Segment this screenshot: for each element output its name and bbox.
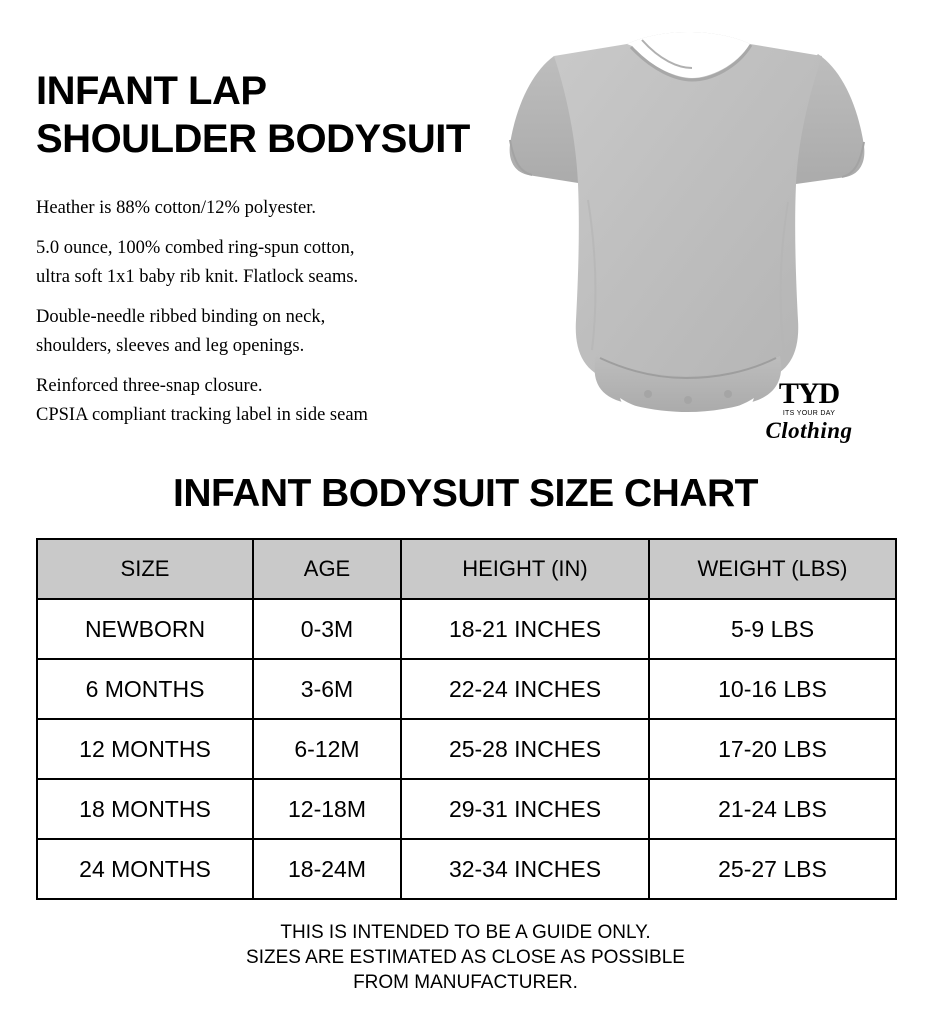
brand-tagline: ITS YOUR DAY: [782, 410, 836, 417]
product-description: [36, 196, 486, 443]
column-header-size: SIZE: [37, 539, 253, 599]
size-chart-heading: INFANT BODYSUIT SIZE CHART: [172, 472, 758, 515]
size-chart-table: [36, 538, 897, 900]
cell-age: 12-18M: [253, 779, 401, 839]
table-row: [37, 839, 896, 899]
product-info-section: [0, 0, 931, 468]
cell-weight: 17-20 LBS: [649, 719, 896, 779]
brand-mark: TYD: [778, 377, 840, 410]
cell-age: 6-12M: [253, 719, 401, 779]
description-paragraph-5: shoulders, sleeves and leg openings.: [36, 336, 305, 356]
cell-height: 25-28 INCHES: [401, 719, 649, 779]
description-paragraph-4: Double-needle ribbed binding on neck,: [36, 307, 326, 327]
cell-height: 22-24 INCHES: [401, 659, 649, 719]
column-header-height: HEIGHT (IN): [401, 539, 649, 599]
brand-logo: [754, 379, 864, 442]
disclaimer: [0, 920, 931, 995]
product-image: [492, 20, 892, 460]
cell-height: 18-21 INCHES: [401, 599, 649, 659]
cell-age: 0-3M: [253, 599, 401, 659]
description-paragraph-1: Heather is 88% cotton/12% polyester.: [36, 198, 317, 218]
cell-weight: 25-27 LBS: [649, 839, 896, 899]
cell-height: 29-31 INCHES: [401, 779, 649, 839]
cell-age: 18-24M: [253, 839, 401, 899]
cell-size: 24 MONTHS: [37, 839, 253, 899]
description-paragraph-6: Reinforced three-snap closure.: [36, 376, 263, 396]
description-paragraph-7: CPSIA compliant tracking label in side seam: [36, 405, 368, 425]
cell-size: NEWBORN: [37, 599, 253, 659]
cell-weight: 5-9 LBS: [649, 599, 896, 659]
table-row: [37, 599, 896, 659]
column-header-weight: WEIGHT (LBS): [649, 539, 896, 599]
table-row: [37, 719, 896, 779]
description-paragraph-3: ultra soft 1x1 baby rib knit. Flatlock seams.: [36, 267, 359, 287]
description-paragraph-2: 5.0 ounce, 100% combed ring-spun cotton,: [36, 238, 355, 258]
brand-script: Clothing: [765, 418, 853, 443]
column-header-age: AGE: [253, 539, 401, 599]
table-row: [37, 659, 896, 719]
disclaimer-line-1: THIS IS INTENDED TO BE A GUIDE ONLY.: [280, 922, 651, 943]
cell-size: 18 MONTHS: [37, 779, 253, 839]
page-title-line-2: SHOULDER BODYSUIT: [36, 116, 470, 161]
cell-weight: 10-16 LBS: [649, 659, 896, 719]
cell-weight: 21-24 LBS: [649, 779, 896, 839]
page-title: [36, 67, 506, 163]
cell-size: 6 MONTHS: [37, 659, 253, 719]
table-header-row: [37, 539, 896, 599]
cell-age: 3-6M: [253, 659, 401, 719]
cell-height: 32-34 INCHES: [401, 839, 649, 899]
table-row: [37, 779, 896, 839]
cell-size: 12 MONTHS: [37, 719, 253, 779]
disclaimer-line-2: SIZES ARE ESTIMATED AS CLOSE AS POSSIBLE: [246, 947, 685, 968]
page-title-line-1: INFANT LAP: [36, 68, 267, 113]
disclaimer-line-3: FROM MANUFACTURER.: [353, 972, 578, 993]
size-chart-table-wrap: [36, 538, 895, 900]
